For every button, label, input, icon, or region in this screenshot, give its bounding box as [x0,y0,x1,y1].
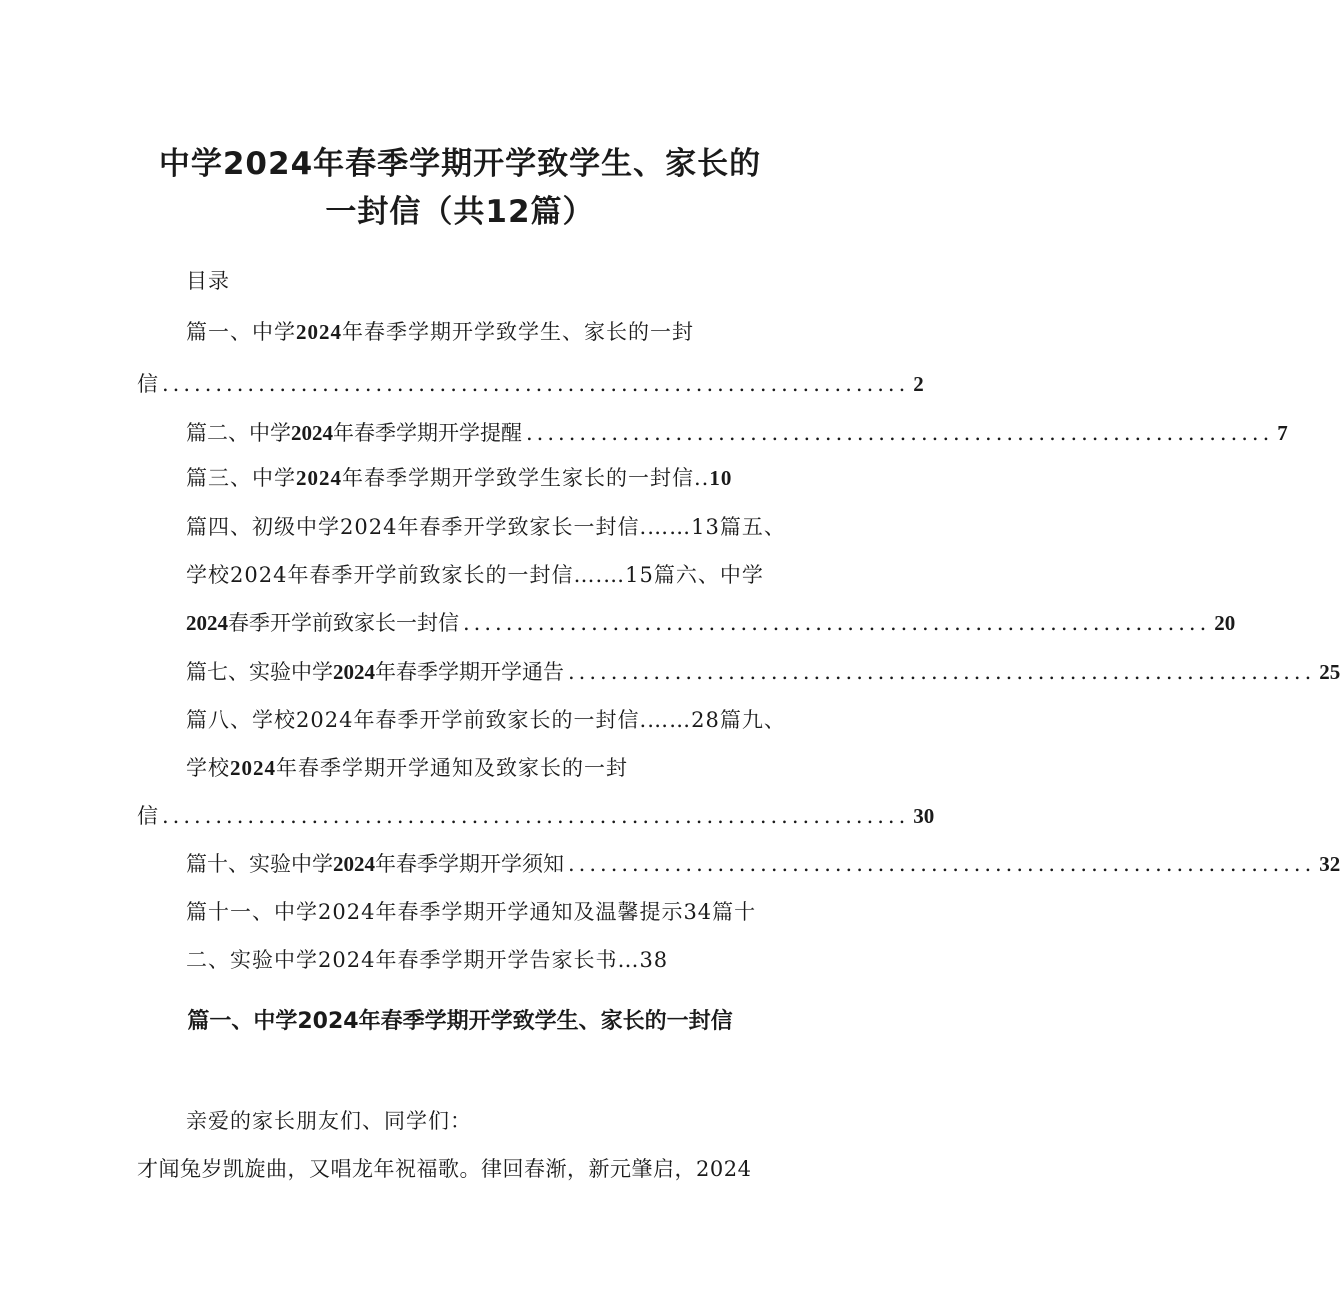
toc-text: 信 [137,372,158,396]
toc-year: 2024 [230,756,276,780]
toc-leader-dots: ...................................................................... [463,611,1211,635]
toc-text: 篇一、中学 [186,320,296,344]
toc-year: 2024 [291,421,333,445]
toc-year: 2024 [186,611,228,635]
salutation: 亲爱的家长朋友们、同学们： [186,1109,472,1133]
toc-text: 学校 [186,756,230,780]
toc-entry-12-line[interactable]: 二、实验中学2024年春季学期开学告家长书…38 [186,948,669,972]
toc-entry-7[interactable] [186,657,1340,687]
toc-text: 春季开学前致家长一封信 [228,611,459,635]
toc-page-number: 30 [913,804,935,828]
document-title-line-1: 中学2024年春季学期开学致学生、家长的 [158,146,762,182]
toc-entry-9-line-1[interactable] [186,753,628,783]
toc-leader-dots: ...................................................................... [162,804,910,828]
toc-page-number: 32 [1319,852,1340,876]
toc-entry-1-line-2[interactable] [137,369,924,399]
section-heading: 篇一、中学2024年春季学期开学致学生、家长的一封信 [187,1009,733,1034]
toc-year: 2024 [333,852,375,876]
toc-page-number: 7 [1277,421,1288,445]
body-paragraph-line: 才闻兔岁凯旋曲，又唱龙年祝福歌。律回春渐，新元肇启，2024 [137,1157,752,1181]
toc-entry-1-line-1[interactable] [186,317,694,347]
toc-text: 篇二、中学 [186,421,291,445]
toc-text: 年春季学期开学致学生家长的一封信.. [342,466,710,490]
toc-entry-6-line[interactable] [186,608,1236,638]
document-title-line-2: 一封信（共12篇） [325,194,595,230]
toc-text: 年春季学期开学通告 [375,660,564,684]
toc-entry-2[interactable] [186,418,1288,448]
toc-page-number: 20 [1214,611,1236,635]
toc-leader-dots: ...................................................................... [568,852,1316,876]
toc-text: 年春季学期开学通知及致家长的一封 [276,756,628,780]
toc-year: 2024 [296,320,342,344]
toc-text: 篇三、中学 [186,466,296,490]
toc-entry-11-line[interactable]: 篇十一、中学2024年春季学期开学通知及温馨提示34篇十 [186,900,757,924]
toc-heading: 目录 [186,269,230,293]
toc-entry-4-line[interactable]: 篇四、初级中学2024年春季开学致家长一封信.……13篇五、 [186,515,786,539]
toc-leader-dots: ...................................................................... [526,421,1274,445]
toc-text: 信 [137,804,158,828]
toc-entry-10[interactable] [186,849,1340,879]
toc-text: 年春季学期开学须知 [375,852,564,876]
toc-text: 篇十、实验中学 [186,852,333,876]
toc-text: 篇七、实验中学 [186,660,333,684]
toc-entry-3[interactable] [186,463,732,493]
toc-leader-dots: ...................................................................... [162,372,910,396]
toc-page-number: 2 [913,372,924,396]
toc-text: 年春季学期开学致学生、家长的一封 [342,320,694,344]
toc-entry-9-line-2[interactable] [137,801,935,831]
toc-entry-8-line[interactable]: 篇八、学校2024年春季开学前致家长的一封信.……28篇九、 [186,708,786,732]
toc-year: 2024 [296,466,342,490]
toc-entry-5-line[interactable]: 学校2024年春季开学前致家长的一封信….…15篇六、中学 [186,563,764,587]
toc-year: 2024 [333,660,375,684]
toc-page-number: 10 [709,466,733,490]
toc-text: 年春季学期开学提醒 [333,421,522,445]
toc-leader-dots: ...................................................................... [568,660,1316,684]
toc-page-number: 25 [1319,660,1340,684]
